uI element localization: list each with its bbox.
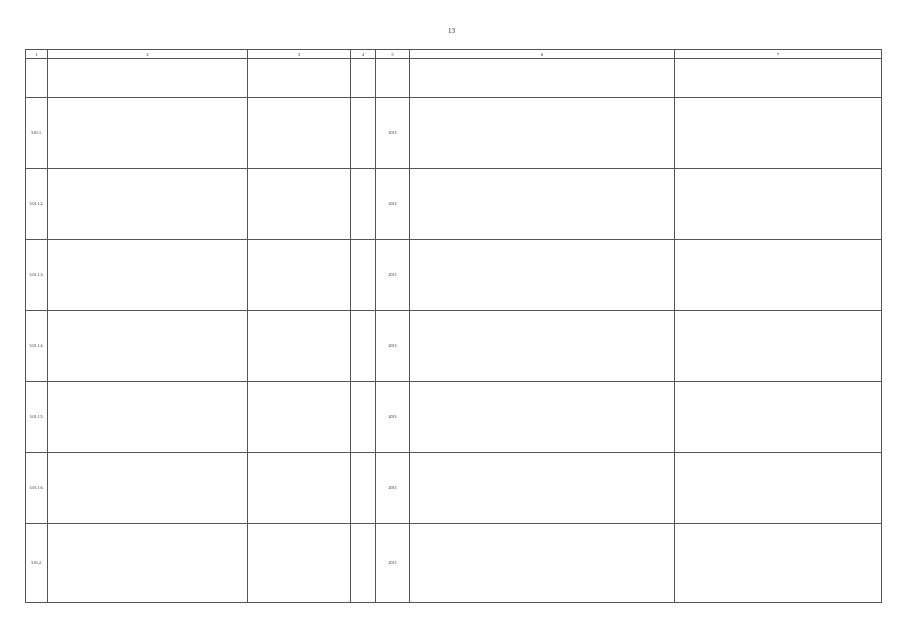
start-year bbox=[376, 169, 410, 240]
start-year bbox=[376, 98, 410, 169]
table-row bbox=[26, 59, 882, 98]
result-text bbox=[675, 98, 882, 169]
executor bbox=[248, 59, 351, 98]
row-number: 3.01.1.3. bbox=[26, 240, 48, 311]
indicator-text bbox=[410, 453, 675, 524]
start-year: 2013 bbox=[388, 560, 397, 566]
table-row bbox=[26, 524, 882, 603]
activity-name bbox=[48, 524, 248, 603]
activity-name bbox=[48, 382, 248, 453]
table-row bbox=[26, 169, 882, 240]
start-year bbox=[376, 59, 410, 98]
activity-name bbox=[48, 98, 248, 169]
result-text bbox=[675, 524, 882, 603]
start-year: 2013 bbox=[388, 130, 397, 136]
activity-name bbox=[48, 169, 248, 240]
program-table bbox=[25, 49, 882, 603]
row-number: 3.01.1.4. bbox=[26, 311, 48, 382]
column-4-value bbox=[351, 98, 376, 169]
start-year bbox=[376, 311, 410, 382]
table-row bbox=[26, 311, 882, 382]
result-text bbox=[675, 311, 882, 382]
row-number: 3.01.1. bbox=[26, 98, 48, 169]
column-4-value bbox=[351, 311, 376, 382]
indicator-text bbox=[410, 311, 675, 382]
start-year bbox=[376, 453, 410, 524]
start-year: 2013 bbox=[388, 272, 397, 278]
activity-name bbox=[48, 59, 248, 98]
column-number: 3 bbox=[248, 50, 351, 59]
start-year bbox=[376, 240, 410, 311]
column-4-value bbox=[351, 240, 376, 311]
column-4-value bbox=[351, 453, 376, 524]
executor bbox=[248, 453, 351, 524]
column-number: 2 bbox=[48, 50, 248, 59]
start-year: 2013 bbox=[388, 414, 397, 420]
executor bbox=[248, 98, 351, 169]
executor bbox=[248, 311, 351, 382]
column-number-row bbox=[26, 50, 882, 59]
activity-name bbox=[48, 453, 248, 524]
indicator-text bbox=[410, 524, 675, 603]
result-text bbox=[675, 453, 882, 524]
executor bbox=[248, 382, 351, 453]
column-4-value bbox=[351, 59, 376, 98]
activity-name bbox=[48, 240, 248, 311]
result-text bbox=[675, 169, 882, 240]
result-text bbox=[675, 59, 882, 98]
column-number: 1 bbox=[26, 50, 48, 59]
column-number: 7 bbox=[675, 50, 882, 59]
executor bbox=[248, 240, 351, 311]
page-number: 13 bbox=[448, 27, 455, 35]
indicator-text bbox=[410, 382, 675, 453]
row-number bbox=[26, 59, 48, 98]
column-4-value bbox=[351, 524, 376, 603]
activity-name bbox=[48, 311, 248, 382]
indicator-text bbox=[410, 240, 675, 311]
column-number: 6 bbox=[410, 50, 675, 59]
column-4-value bbox=[351, 382, 376, 453]
start-year: 2013 bbox=[388, 201, 397, 207]
row-number: 3.01.1.6. bbox=[26, 453, 48, 524]
start-year bbox=[376, 524, 410, 603]
table-row bbox=[26, 240, 882, 311]
column-4-value bbox=[351, 169, 376, 240]
result-text bbox=[675, 240, 882, 311]
start-year: 2013 bbox=[388, 485, 397, 491]
table-row bbox=[26, 382, 882, 453]
executor bbox=[248, 524, 351, 603]
row-number: 3.01.2. bbox=[26, 524, 48, 603]
row-number: 3.01.1.2. bbox=[26, 169, 48, 240]
indicator-text bbox=[410, 169, 675, 240]
table-row bbox=[26, 98, 882, 169]
start-year: 2013 bbox=[388, 343, 397, 349]
column-number: 4 bbox=[351, 50, 376, 59]
indicator-text bbox=[410, 59, 675, 98]
result-text bbox=[675, 382, 882, 453]
start-year bbox=[376, 382, 410, 453]
column-number: 5 bbox=[376, 50, 410, 59]
indicator-text bbox=[410, 98, 675, 169]
table-row bbox=[26, 453, 882, 524]
row-number: 3.01.1.5. bbox=[26, 382, 48, 453]
executor bbox=[248, 169, 351, 240]
